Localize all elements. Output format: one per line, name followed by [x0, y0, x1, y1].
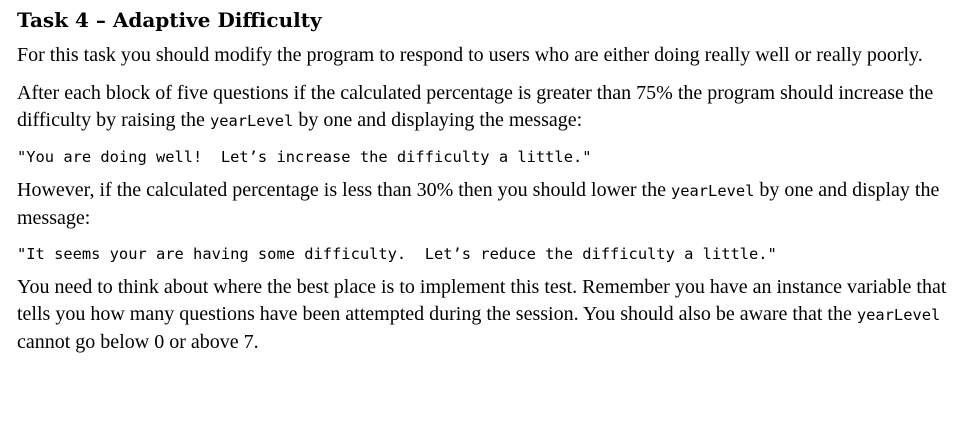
decrease-rule-text-end: by one and display the message: [17, 179, 940, 229]
increase-rule-text: After each block of five questions if the calculated percentage is greater than 75% the program should increase the difficulty by raising the [17, 82, 934, 131]
year-level-code: yearLevel [856, 306, 941, 324]
implementation-note-text-end: cannot go below 0 or above 7. [17, 331, 259, 353]
task-title: Task 4 – Adaptive Difficulty [17, 8, 322, 32]
intro-paragraph: For this task you should modify the program to respond to users who are either doing really well or really poorly. [17, 44, 923, 66]
year-level-code: yearLevel [209, 112, 294, 130]
document-body [17, 6, 947, 356]
year-level-code: yearLevel [670, 182, 755, 200]
implementation-note-text: You need to think about where the best place is to implement this test. Remember you have an instance variable that tells you how many questions have been attempted during the session. You should also be aware that the [17, 276, 947, 325]
decrease-rule-paragraph [17, 177, 947, 232]
increase-rule-text-end: by one and displaying the message: [293, 109, 583, 131]
implementation-note-paragraph [17, 274, 947, 356]
increase-rule-paragraph [17, 80, 947, 135]
doing-well-message: "You are doing well! Let’s increase the difficulty a little." [17, 148, 592, 166]
decrease-rule-text: However, if the calculated percentage is less than 30% then you should lower the [17, 179, 671, 201]
difficulty-message: "It seems your are having some difficulty. Let’s reduce the difficulty a little." [17, 245, 777, 263]
